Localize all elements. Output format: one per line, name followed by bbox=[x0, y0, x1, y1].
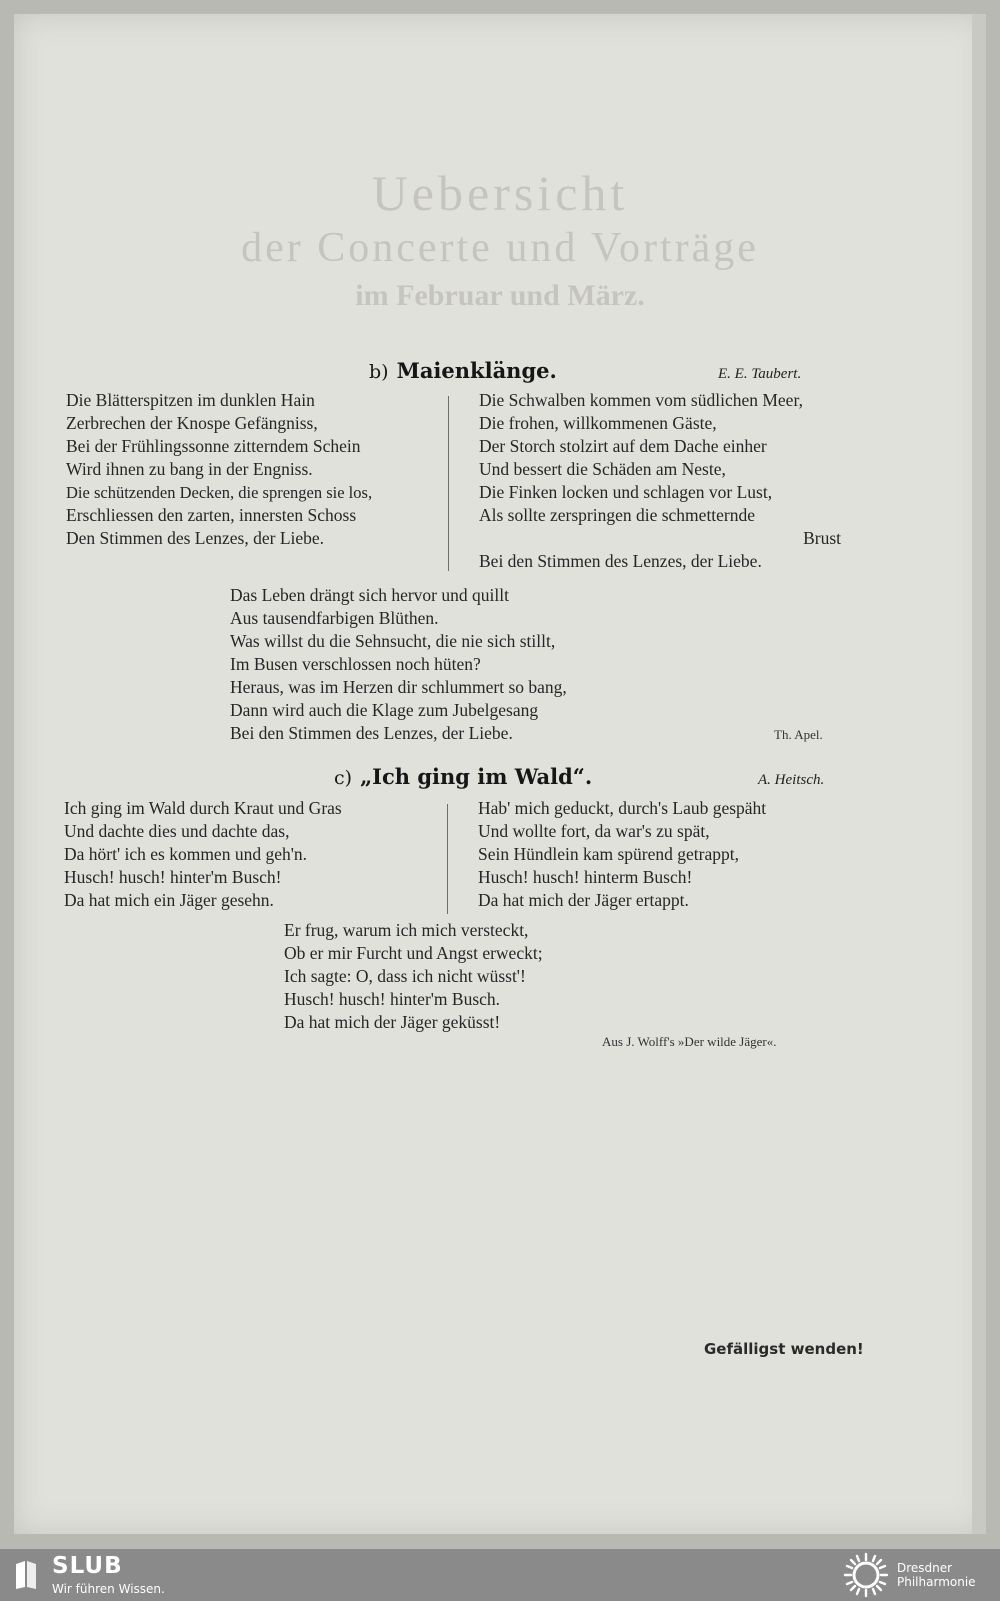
song-c-center-stanza bbox=[284, 919, 664, 1034]
song-c-title-text: „Ich ging im Wald“. bbox=[360, 764, 593, 789]
verse-line: Erschliessen den zarten, innersten Schoss bbox=[66, 505, 357, 525]
song-c-composer: A. Heitsch. bbox=[758, 772, 825, 788]
verse-line: Die Finken locken und schlagen vor Lust, bbox=[479, 482, 773, 502]
verse-line: Hab' mich geduckt, durch's Laub gespäht bbox=[478, 798, 767, 818]
ghost-heading-line3: im Februar und März. bbox=[355, 279, 645, 312]
song-c-title bbox=[334, 764, 592, 789]
verse-line: Und dachte dies und dachte das, bbox=[64, 821, 290, 841]
verse-line: Zerbrechen der Knospe Gefängniss, bbox=[66, 413, 318, 433]
ghost-heading-line1: Uebersicht bbox=[371, 165, 629, 221]
song-c-letter: c) bbox=[334, 767, 353, 789]
verse-line: Der Storch stolzirt auf dem Dache einher bbox=[479, 436, 767, 456]
verse-line: Das Leben drängt sich hervor und quillt bbox=[230, 585, 509, 605]
verse-line: Husch! husch! hinterm Busch! bbox=[478, 867, 693, 887]
verse-line: Die Schwalben kommen vom südlichen Meer, bbox=[479, 390, 803, 410]
song-b-right-stanza bbox=[479, 389, 841, 573]
verse-line: Bei den Stimmen des Lenzes, der Liebe. bbox=[230, 723, 513, 743]
verse-line: Husch! husch! hinter'm Busch. bbox=[284, 989, 501, 1009]
verse-line: Die schützenden Decken, die sprengen sie los, bbox=[66, 483, 373, 502]
turn-over-note: Gefälligst wenden! bbox=[704, 1340, 864, 1358]
verse-line: Da hat mich der Jäger geküsst! bbox=[284, 1012, 501, 1032]
verse-line: Da hört' ich es kommen und geh'n. bbox=[64, 844, 307, 864]
verse-line: Sein Hündlein kam spürend getrappt, bbox=[478, 844, 739, 864]
verse-line: Die Blätterspitzen im dunklen Hain bbox=[66, 390, 315, 410]
verse-line: Und bessert die Schäden am Neste, bbox=[479, 459, 726, 479]
partner-line2: Philharmonie bbox=[897, 1575, 976, 1589]
verse-line: Bei den Stimmen des Lenzes, der Liebe. bbox=[479, 551, 762, 571]
song-b-letter: b) bbox=[369, 361, 389, 383]
verse-line: Wird ihnen zu bang in der Engniss. bbox=[66, 459, 313, 479]
program-sheet bbox=[14, 14, 986, 1534]
verse-line: Und wollte fort, da war's zu spät, bbox=[478, 821, 710, 841]
song-c-author: Aus J. Wolff's »Der wilde Jäger«. bbox=[602, 1034, 777, 1049]
song-b-title-text: Maienklänge. bbox=[396, 358, 557, 383]
philharmonie-logo-text[interactable] bbox=[897, 1561, 976, 1589]
verse-line: Er frug, warum ich mich versteckt, bbox=[284, 920, 529, 940]
slub-logo[interactable]: SLUB bbox=[52, 1553, 123, 1579]
verse-line: Ob er mir Furcht und Angst erweckt; bbox=[284, 943, 543, 963]
verse-line: Die frohen, willkommenen Gäste, bbox=[479, 413, 717, 433]
verse-line: Im Busen verschlossen noch hüten? bbox=[230, 654, 481, 674]
verse-line: Ich ging im Wald durch Kraut und Gras bbox=[64, 798, 342, 818]
song-b-composer: E. E. Taubert. bbox=[718, 366, 802, 382]
song-b-author: Th. Apel. bbox=[774, 727, 823, 742]
song-b-title bbox=[369, 358, 557, 383]
song-b-center-stanza bbox=[230, 584, 650, 745]
verse-line: Den Stimmen des Lenzes, der Liebe. bbox=[66, 528, 325, 548]
verse-line: Husch! husch! hinter'm Busch! bbox=[64, 867, 282, 887]
column-divider bbox=[448, 396, 449, 571]
song-c-left-stanza bbox=[64, 797, 444, 912]
verse-line: Ich sagte: O, dass ich nicht wüsst'! bbox=[284, 966, 526, 986]
partner-line1: Dresdner bbox=[897, 1561, 953, 1575]
column-divider bbox=[447, 804, 448, 914]
ghost-heading-line2: der Concerte und Vorträge bbox=[241, 225, 759, 271]
philharmonie-sun-icon[interactable] bbox=[843, 1552, 889, 1598]
verse-line: Heraus, was im Herzen dir schlummert so bang, bbox=[230, 677, 567, 697]
song-c-right-stanza bbox=[478, 797, 848, 912]
verse-line: Als sollte zerspringen die schmetternde bbox=[479, 505, 756, 525]
song-b-left-stanza bbox=[66, 389, 446, 550]
footer-bar bbox=[0, 1549, 1000, 1601]
verse-line: Bei der Frühlingssonne zitterndem Schein bbox=[66, 436, 361, 456]
verse-line: Brust bbox=[803, 528, 841, 548]
verse-line: Da hat mich ein Jäger gesehn. bbox=[64, 890, 274, 910]
verse-line: Da hat mich der Jäger ertappt. bbox=[478, 890, 689, 910]
verse-line: Was willst du die Sehnsucht, die nie sich stillt, bbox=[230, 631, 556, 651]
verse-line: Dann wird auch die Klage zum Jubelgesang bbox=[230, 700, 539, 720]
slub-book-icon[interactable] bbox=[14, 1560, 38, 1590]
verse-line: Aus tausendfarbigen Blüthen. bbox=[230, 608, 439, 628]
slub-slogan: Wir führen Wissen. bbox=[52, 1582, 165, 1596]
